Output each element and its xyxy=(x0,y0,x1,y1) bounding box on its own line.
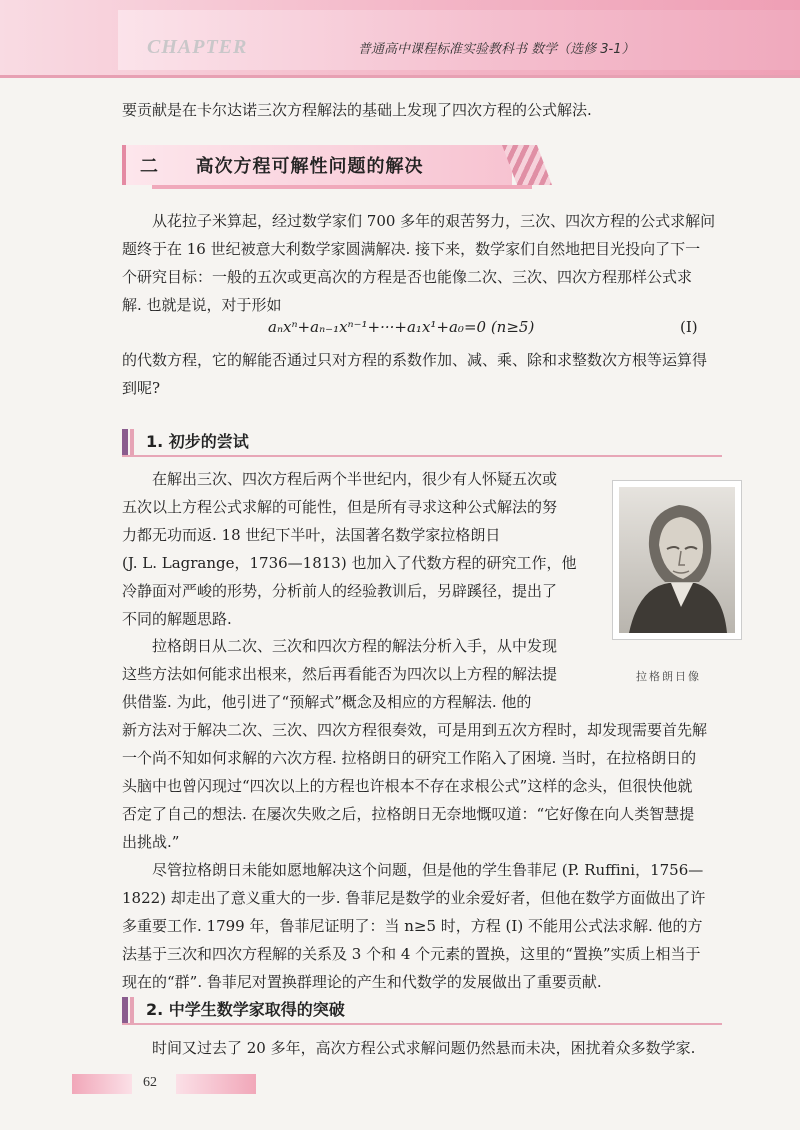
subhead-2 xyxy=(122,995,722,1025)
section-number: 二 xyxy=(140,156,159,177)
p2-line-2: 这些方法如何能求出根来，然后再看能否为四次以上方程的解法提 xyxy=(122,665,558,683)
intro-after-line-1: 的代数方程，它的解能否通过只对方程的系数作加、减、乘、除和求整数次方根等运算得 xyxy=(122,351,708,369)
subhead-1 xyxy=(122,427,722,457)
p3-line-1: 尽管拉格朗日未能如愿地解决这个问题，但是他的学生鲁菲尼 (P. Ruffini，1756— xyxy=(152,861,704,879)
subhead-2-bar-dark xyxy=(122,997,128,1023)
p2-line-3: 供借鉴. 为此，他引进了“预解式”概念及相应的方程解法. 他的 xyxy=(122,693,532,711)
subhead-1-title: 1. 初步的尝试 xyxy=(146,432,249,451)
intro-after-line-2: 到呢? xyxy=(122,379,161,397)
formula: aₙxⁿ+aₙ₋₁xⁿ⁻¹+···+a₁x¹+a₀=0 (n≥5) xyxy=(268,318,535,336)
portrait-image xyxy=(619,487,735,633)
top-line: 要贡献是在卡尔达诺三次方程解法的基础上发现了四次方程的公式解法. xyxy=(122,101,592,119)
p1-line-2: 五次以上方程公式求解的可能性，但是所有寻求这种公式解法的努 xyxy=(122,498,558,516)
portrait-caption: 拉格朗日像 xyxy=(636,670,701,683)
equation-number: (I) xyxy=(680,318,698,336)
subhead-1-bar-light xyxy=(130,429,134,455)
section-banner-shadow xyxy=(152,185,532,189)
subhead-2-bar-light xyxy=(130,997,134,1023)
p2-full-line-3: 头脑中也曾闪现过“四次以上的方程也许根本不存在求根公式”这样的念头，但很快他就 xyxy=(122,777,693,795)
subhead-2-title: 2. 中学生数学家取得的突破 xyxy=(146,1000,345,1019)
p2-full-line-5: 出挑战.” xyxy=(122,833,180,851)
p2-line-1: 拉格朗日从二次、三次和四次方程的解法分析入手，从中发现 xyxy=(152,637,558,655)
p1-line-3: 力都无功而返. 18 世纪下半叶，法国著名数学家拉格朗日 xyxy=(122,526,501,544)
p3-line-2: 1822) 却走出了意义重大的一步. 鲁菲尼是数学的业余爱好者，但他在数学方面做出了许 xyxy=(122,889,706,907)
p3-line-4: 法基于三次和四次方程解的关系及 3 个和 4 个元素的置换，这里的“置换”实质上相当于 xyxy=(122,945,701,963)
section-title-text: 高次方程可解性问题的解决 xyxy=(195,156,424,177)
p1-line-6: 不同的解题思路. xyxy=(122,610,232,628)
intro-line-3: 个研究目标：一般的五次或更高次的方程是否也能像二次、三次、四次方程那样公式求 xyxy=(122,268,693,286)
footer-decor-left xyxy=(72,1074,132,1094)
p2-full-line-2: 一个尚不知如何求解的六次方程. 拉格朗日的研究工作陷入了困境. 当时，在拉格朗日的 xyxy=(122,749,697,767)
book-title: 普通高中课程标准实验教科书 数学（选修 3-1） xyxy=(358,42,635,57)
p1-line-4: (J. L. Lagrange，1736—1813) 也加入了代数方程的研究工作，他 xyxy=(122,554,577,572)
footer-decor-right xyxy=(176,1074,256,1094)
section-banner xyxy=(122,145,542,185)
intro-line-4: 解. 也就是说，对于形如 xyxy=(122,296,282,314)
page-number: 62 xyxy=(143,1075,157,1090)
subhead-1-bar-dark xyxy=(122,429,128,455)
intro-line-1: 从花拉子米算起，经过数学家们 700 多年的艰苦努力，三次、四次方程的公式求解问 xyxy=(152,212,716,230)
p2-full-line-4: 否定了自己的想法. 在屡次失败之后，拉格朗日无奈地慨叹道：“它好像在向人类智慧提 xyxy=(122,805,695,823)
section-title xyxy=(140,152,424,178)
p2-full-line-1: 新方法对于解决二次、三次、四次方程很奏效，可是用到五次方程时，却发现需要首先解 xyxy=(122,721,708,739)
p1-line-1: 在解出三次、四次方程后两个半世纪内，很少有人怀疑五次或 xyxy=(152,470,558,488)
chapter-label: CHAPTER xyxy=(147,36,248,58)
p3-line-5: 现在的“群”. 鲁菲尼对置换群理论的产生和代数学的发展做出了重要贡献. xyxy=(122,973,602,991)
lagrange-portrait xyxy=(612,480,742,640)
intro-line-2: 题终于在 16 世纪被意大利数学家圆满解决. 接下来，数学家们自然地把目光投向了下一 xyxy=(122,240,701,258)
p3-line-3: 多重要工作. 1799 年，鲁菲尼证明了：当 n≥5 时，方程 (I) 不能用公式法求解. 他的方 xyxy=(122,917,703,935)
sub2-line: 时间又过去了 20 多年，高次方程公式求解问题仍然悬而未决，困扰着众多数学家. xyxy=(152,1039,696,1057)
p1-line-5: 冷静面对严峻的形势，分析前人的经验教训后，另辟蹊径，提出了 xyxy=(122,582,558,600)
